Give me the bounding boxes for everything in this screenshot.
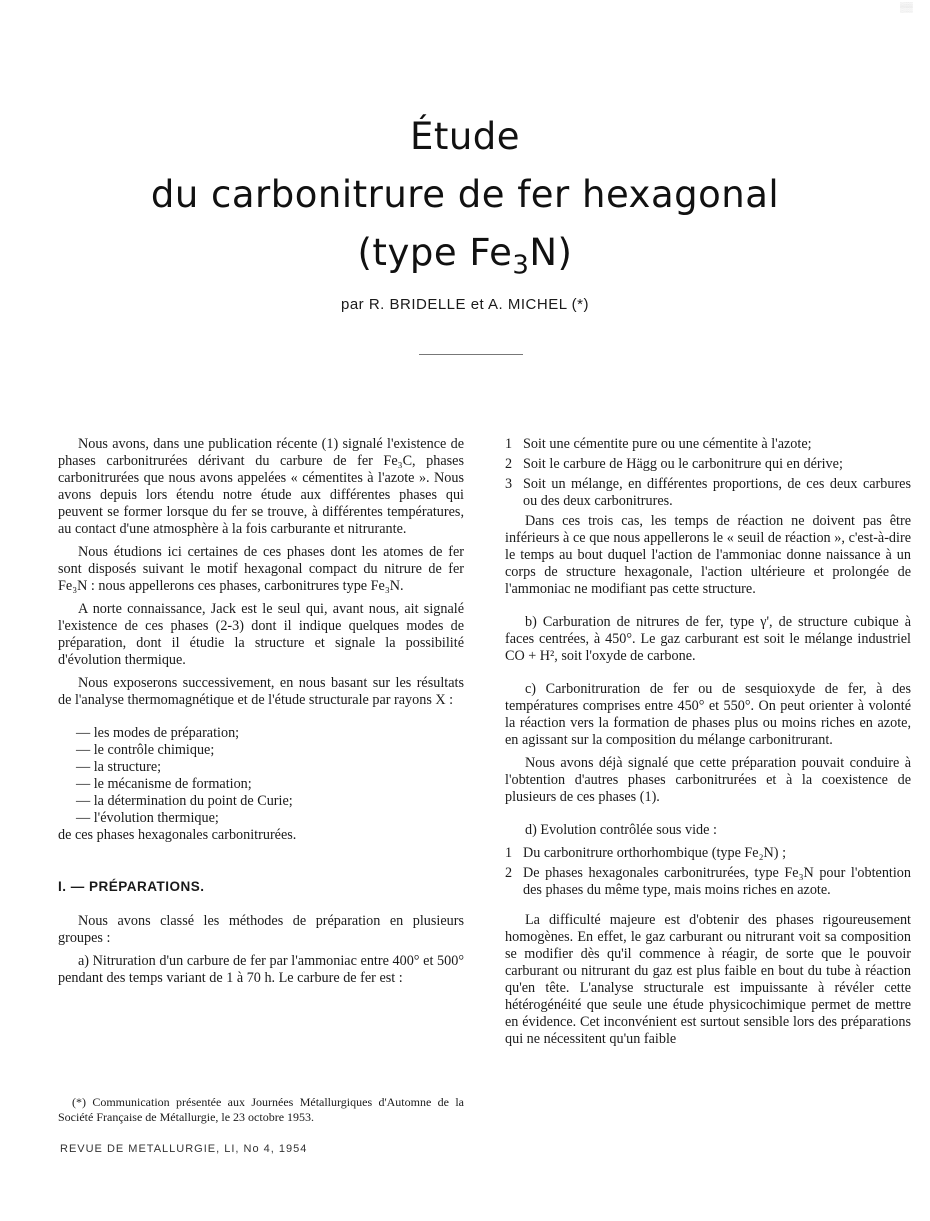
title-line-2: du carbonitrure de fer hexagonal [150, 173, 780, 216]
paragraph: Nous avons, dans une publication récente (1) signalé l'existence de phases carbonitrurées dérivant du carbure de fer Fe₃C, phases carbonitrurées que nous avons appelées « cémentites à l'azote ». Nous avons depuis lors étendu notre étude aux différentes phases qui peuvent se former lorsque du fer se trouve, à différentes températures, au contact d'une atmosphère à la fois carburante et nitrurante. [58, 436, 464, 537]
paragraph: a) Nitruration d'un carbure de fer par l'ammoniac entre 400° et 500° pendant des temps variant de 1 à 70 h. Le carbure de fer est : [58, 953, 464, 986]
paragraph: Nous exposerons successivement, en nous basant sur les résultats de l'analyse thermomagnétique et de l'étude structurale par rayons X : [58, 675, 464, 708]
paragraph: Nous étudions ici certaines de ces phases dont les atomes de fer sont disposés suivant le motif hexagonal compact du nitrure de fer Fe₃N : nous appellerons ces phases, carbonitrures type Fe₃N. [58, 544, 464, 594]
authors-byline: par R. BRIDELLE et A. MICHEL (*) [340, 296, 590, 313]
paragraph: de ces phases hexagonales carbonitrurées. [58, 827, 297, 843]
article-title [0, 108, 930, 294]
title-line-3: (type $Fe_3N$) [357, 231, 573, 281]
list-item: — la structure; [76, 759, 464, 776]
numbered-item: 3 Soit un mélange, en différentes proportions, de ces deux carbures ou des deux carbonitrures. [505, 476, 911, 509]
section-heading: I. — PRÉPARATIONS. [58, 879, 205, 894]
paragraph: La difficulté majeure est d'obtenir des phases rigoureusement homogènes. En effet, le gaz carburant ou nitrurant voit sa composition se modifier dès qu'il commence à réagir, de sorte que le pouvoir carburant ou nitrurant du gaz est plus faible en bout du tube à réaction qu'en tête. L'analyse structurale est impuissante à révéler cette hétérogénéité que seule une étude physicochimique permet de mettre en évidence. Cet inconvénient est surtout sensible lors des préparations qui ne nécessitent qu'un faible [505, 912, 911, 1047]
footnote: (*) Communication présentée aux Journées Métallurgiques d'Automne de la Société Française de Métallurgie, le 23 octobre 1953. [58, 1095, 464, 1124]
title-line-1: Étude [409, 115, 521, 158]
list-item: — l'évolution thermique; [76, 810, 464, 827]
numbered-item: 2 Soit le carbure de Hägg ou le carbonitrure qui en dérive; [505, 456, 843, 472]
numbered-item: 1 Soit une cémentite pure ou une cémentite à l'azote; [505, 436, 812, 452]
title-divider [419, 354, 523, 355]
journal-footer: REVUE DE METALLURGIE, LI, No 4, 1954 [60, 1143, 308, 1155]
paragraph: c) Carbonitruration de fer ou de sesquioxyde de fer, à des températures comprises entre 450° et 550°. On peut orienter à volonté la réaction vers la formation de phases plus ou moins riches en azote, en agissant sur la composition du mélange carbonitrurant. [505, 681, 911, 748]
topic-list [58, 725, 464, 827]
numbered-item: 1 Du carbonitrure orthorhombique (type Fe₂N) ; [505, 845, 787, 861]
paragraph: d) Evolution contrôlée sous vide : [525, 822, 717, 838]
numbered-item: 2 De phases hexagonales carbonitrurées, type Fe₃N pour l'obtention des phases du même type, mais moins riches en azote. [505, 865, 911, 898]
paragraph: Nous avons déjà signalé que cette préparation pouvait conduire à l'obtention d'autres phases carbonitrurées et à la coexistence de plusieurs de ces phases (1). [505, 755, 911, 805]
right-column [505, 436, 911, 1054]
paragraph: b) Carburation de nitrures de fer, type γ', de structure cubique à faces centrées, à 450°. Le gaz carburant est soit le mélange industriel CO + H², soit l'oxyde de carbone. [505, 614, 911, 664]
list-item: — la détermination du point de Curie; [76, 793, 464, 810]
list-item: — les modes de préparation; [76, 725, 464, 742]
corner-stamp: ▒▒ [900, 2, 913, 12]
paragraph: A norte connaissance, Jack est le seul qui, avant nous, ait signalé l'existence de ces phases (2-3) dont il indique quelques modes de préparation, dont il étudie la structure et signale la possibilité d'évolution thermique. [58, 601, 464, 668]
list-item: — le mécanisme de formation; [76, 776, 464, 793]
left-column [58, 436, 464, 993]
paragraph: Nous avons classé les méthodes de préparation en plusieurs groupes : [58, 913, 464, 946]
list-item: — le contrôle chimique; [76, 742, 464, 759]
paragraph: Dans ces trois cas, les temps de réaction ne doivent pas être inférieurs à ce que nous appellerons le « seuil de réaction », c'est-à-dire le temps au bout duquel l'action de l'ammoniac donne naissance à un corps de structure hexagonale, l'action ultérieure et prolongée de l'ammoniac ne modifiant pas cette structure. [505, 513, 911, 597]
